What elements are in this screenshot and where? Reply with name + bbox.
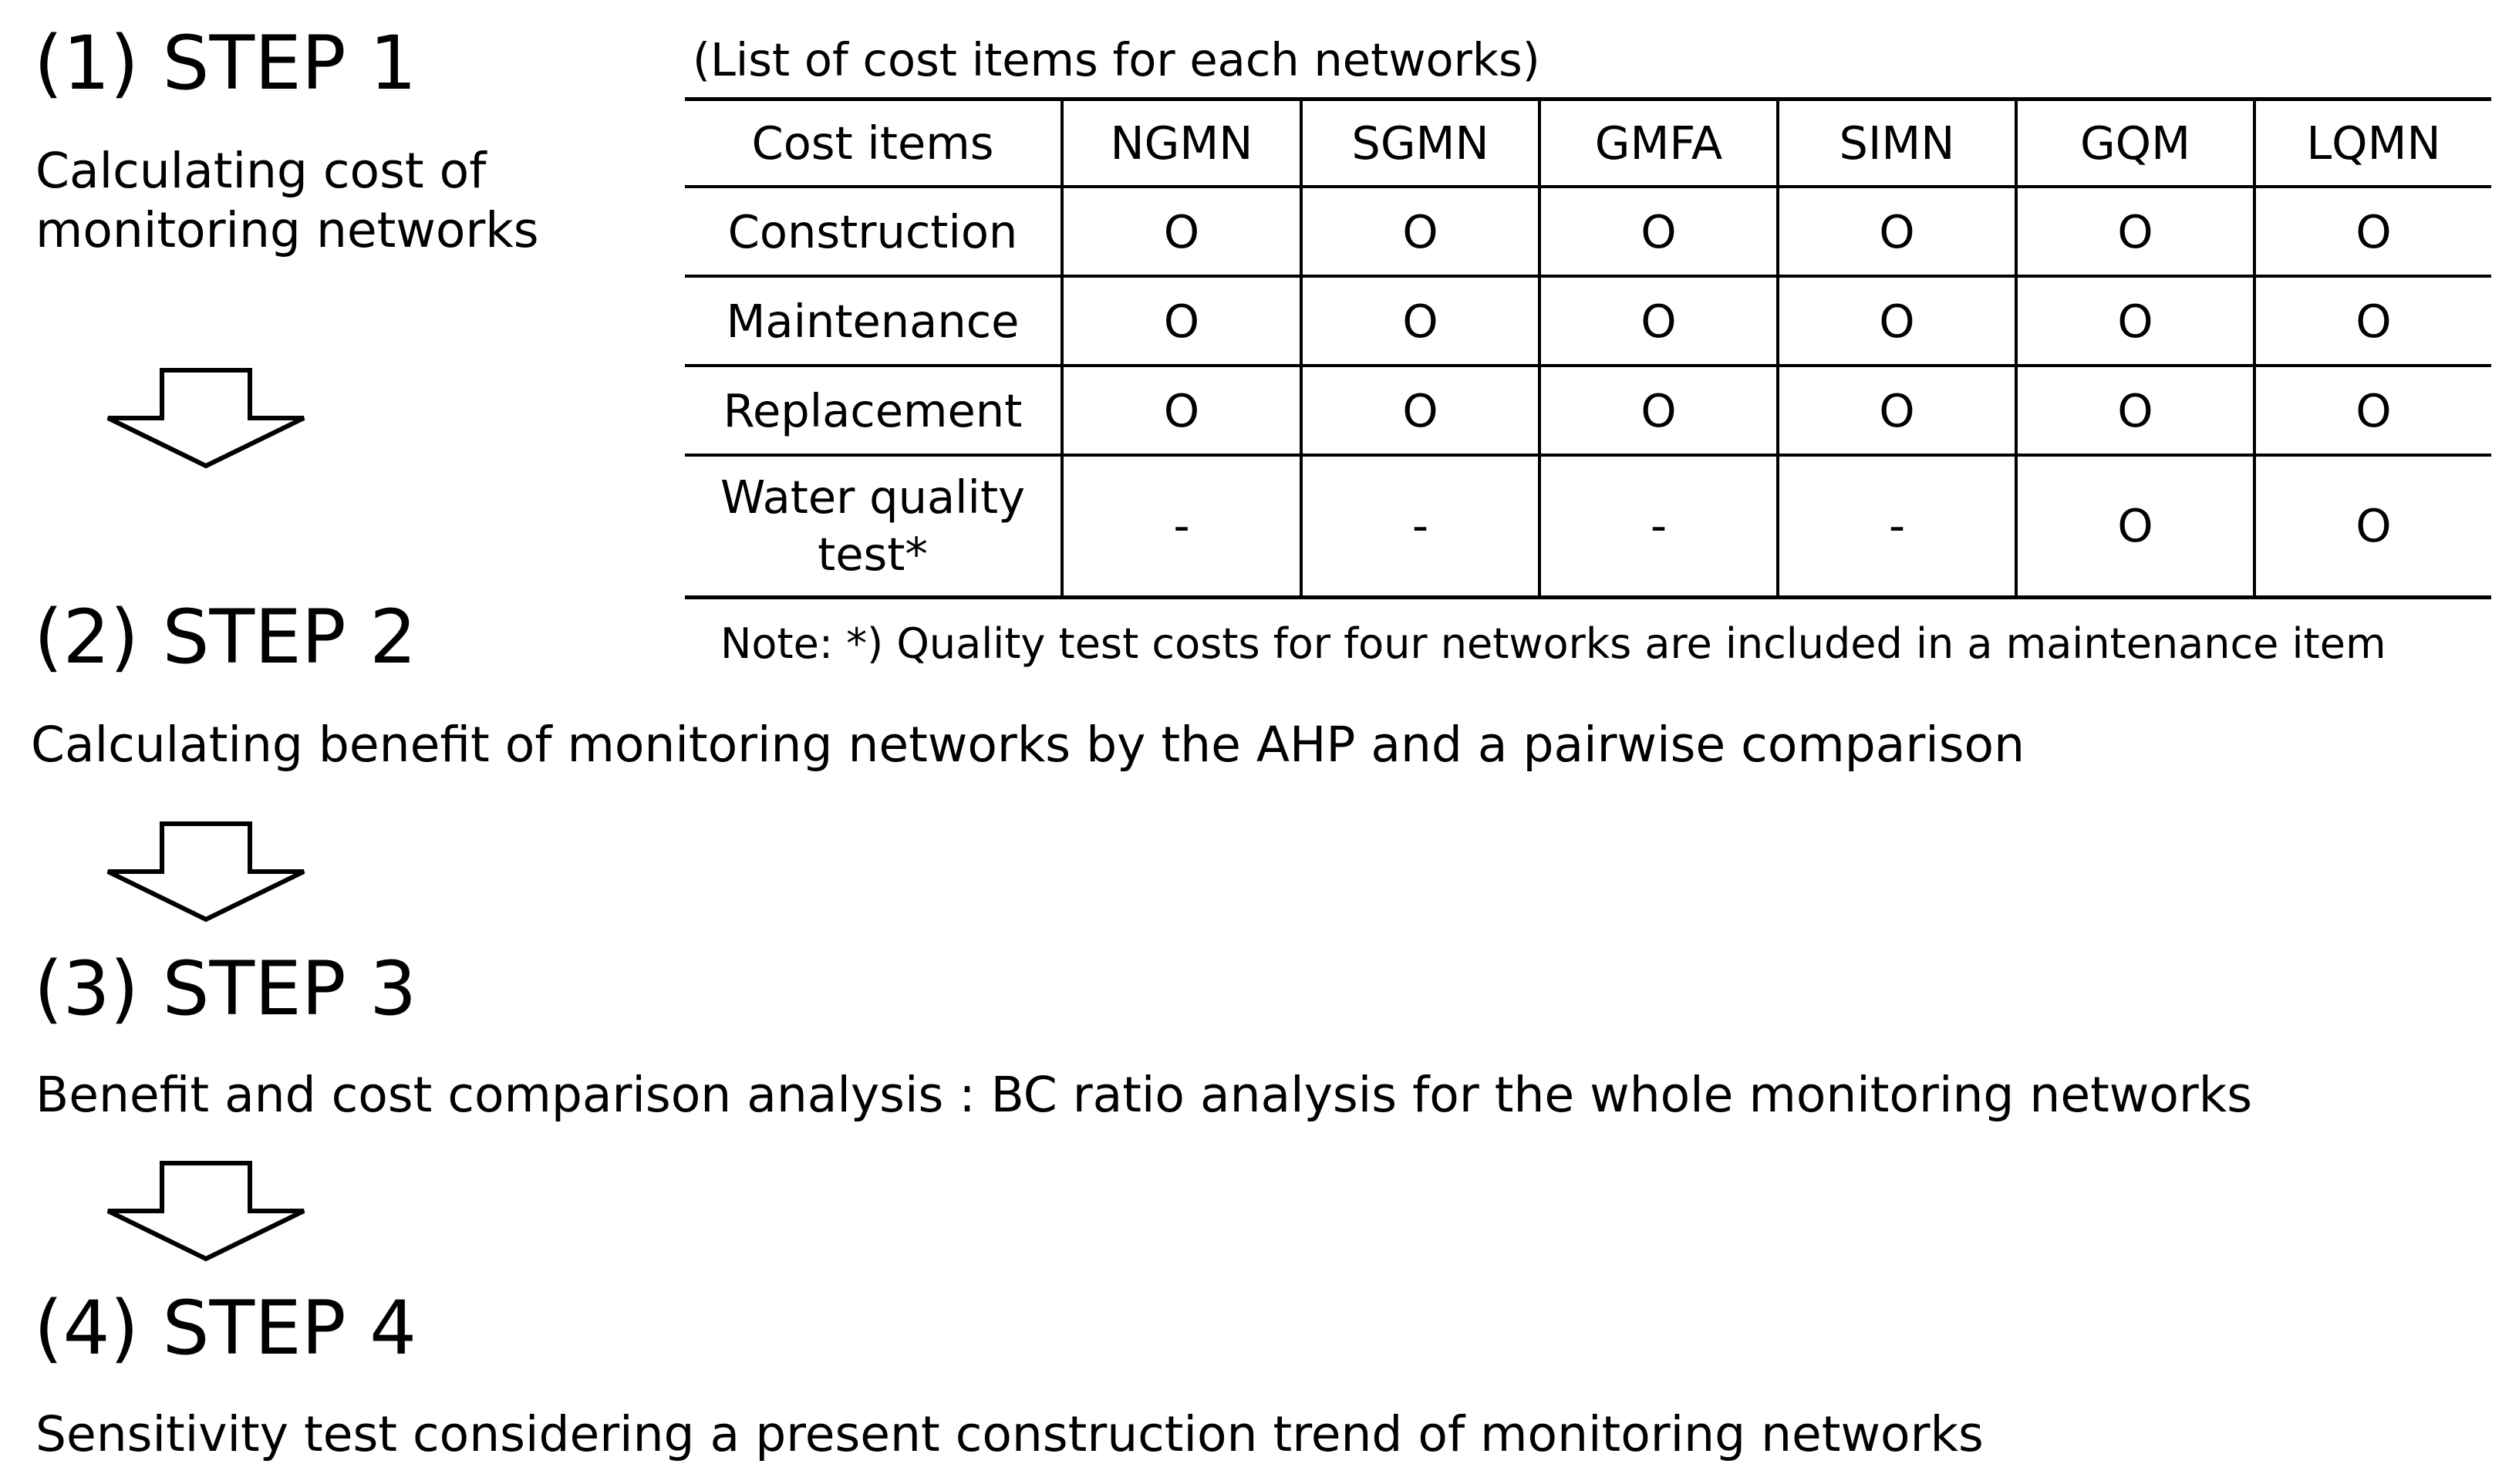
cell-mark: O <box>2016 455 2254 598</box>
cell-mark: O <box>1062 187 1301 276</box>
cell-mark: O <box>2254 455 2491 598</box>
step-1-description <box>35 142 539 261</box>
cell-mark: O <box>1539 187 1778 276</box>
header-simn: SIMN <box>1778 99 2016 187</box>
cell-mark: O <box>1301 187 1539 276</box>
cell-mark: O <box>2254 187 2491 276</box>
step-2-heading: (2) STEP 2 <box>34 594 417 680</box>
cell-mark: O <box>1062 276 1301 366</box>
cell-mark: - <box>1778 455 2016 598</box>
step-3-heading: (3) STEP 3 <box>34 946 417 1032</box>
cell-mark: - <box>1539 455 1778 598</box>
row-label-line-1: Water quality <box>720 470 1025 524</box>
row-label: Maintenance <box>685 276 1062 366</box>
step-1-heading: (1) STEP 1 <box>34 20 417 106</box>
header-gqm: GQM <box>2016 99 2254 187</box>
header-ngmn: NGMN <box>1062 99 1301 187</box>
cell-mark: O <box>2016 187 2254 276</box>
cell-mark: - <box>1301 455 1539 598</box>
table-row-water-quality-test <box>685 455 2491 598</box>
table-row-replacement <box>685 366 2491 455</box>
cell-mark: O <box>1062 366 1301 455</box>
cell-mark: O <box>2016 276 2254 366</box>
header-sgmn: SGMN <box>1301 99 1539 187</box>
header-gmfa: GMFA <box>1539 99 1778 187</box>
cell-mark: O <box>1301 366 1539 455</box>
cell-mark: O <box>2016 366 2254 455</box>
down-arrow-icon <box>103 367 309 470</box>
down-arrow-icon <box>103 821 309 924</box>
table-row-maintenance <box>685 276 2491 366</box>
table-caption: (List of cost items for each networks) <box>693 33 1540 86</box>
down-arrow-icon <box>103 1160 309 1263</box>
step-1-description-line-2: monitoring networks <box>35 201 539 258</box>
step-4-description: Sensitivity test considering a present construction trend of monitoring networks <box>35 1406 1984 1462</box>
row-label-line-2: test* <box>818 528 928 581</box>
step-1-description-line-1: Calculating cost of <box>35 143 487 199</box>
row-label: Replacement <box>685 366 1062 455</box>
cell-mark: O <box>1539 276 1778 366</box>
cost-items-table <box>685 97 2491 599</box>
header-lqmn: LQMN <box>2254 99 2491 187</box>
cell-mark: O <box>1778 187 2016 276</box>
step-2-description: Calculating benefit of monitoring networks by the AHP and a pairwise comparison <box>31 717 2025 773</box>
cell-mark: O <box>1778 276 2016 366</box>
cell-mark: O <box>1539 366 1778 455</box>
table-row-construction <box>685 187 2491 276</box>
cell-mark: O <box>1301 276 1539 366</box>
table-note: Note: *) Quality test costs for four networks are included in a maintenance item <box>720 619 2386 668</box>
step-3-description: Benefit and cost comparison analysis : BC ratio analysis for the whole monitoring networks <box>35 1067 2253 1123</box>
cell-mark: O <box>2254 276 2491 366</box>
table-header-row <box>685 99 2491 187</box>
cell-mark: O <box>2254 366 2491 455</box>
cell-mark: - <box>1062 455 1301 598</box>
step-4-heading: (4) STEP 4 <box>34 1285 417 1371</box>
row-label: Construction <box>685 187 1062 276</box>
row-label <box>685 455 1062 598</box>
header-cost-items: Cost items <box>685 99 1062 187</box>
cell-mark: O <box>1778 366 2016 455</box>
